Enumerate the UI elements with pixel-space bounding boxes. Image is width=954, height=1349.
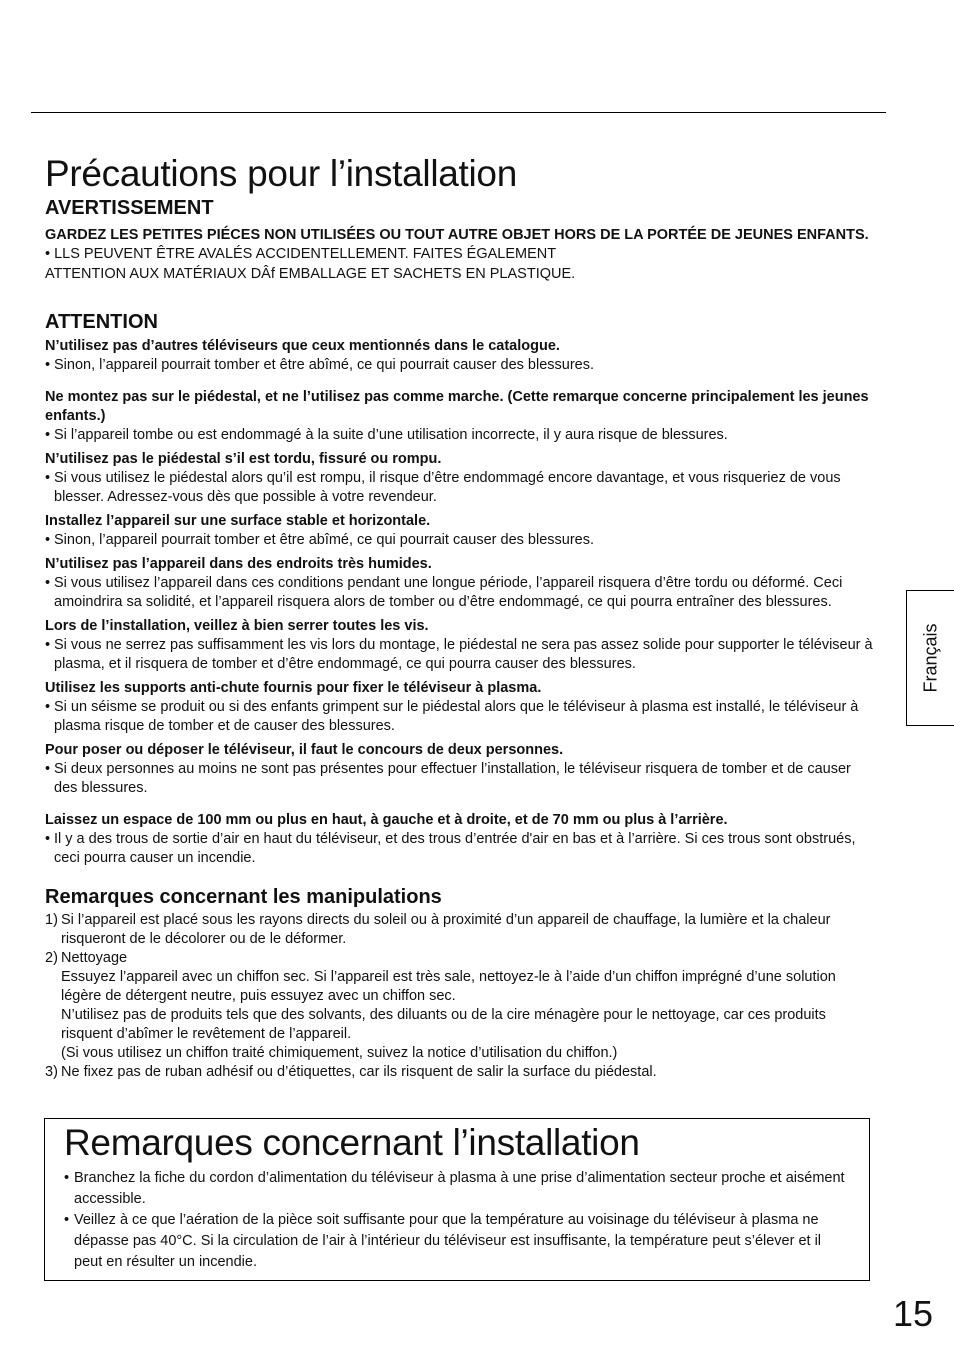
handling-item bbox=[45, 949, 875, 1063]
attention-item-title: N’utilisez pas le piédestal s’il est tordu, fissuré ou rompu. bbox=[45, 451, 442, 467]
install-notes-list bbox=[64, 1168, 849, 1273]
handling-item-line: Essuyez l’appareil avec un chiffon sec. Si l’appareil est très sale, nettoyez-le à l’aide d’un chiffon imprégné d’une solution légère de détergent neutre, puis essuyez avec un chiffon sec. bbox=[61, 969, 836, 1004]
install-note-item bbox=[64, 1168, 849, 1210]
bullet-text: Si deux personnes au moins ne sont pas présentes pour effectuer l’installation, le téléviseur risquera de tomber et de causer des blessures. bbox=[54, 761, 851, 796]
attention-heading: ATTENTION bbox=[45, 311, 158, 333]
bullet-mark: • bbox=[45, 470, 51, 486]
page-number: 15 bbox=[893, 1293, 934, 1334]
handling-item-line: Si l’appareil est placé sous les rayons directs du soleil ou à proximité d’un appareil de chauffage, la lumière et la chaleur risqueront de le décolorer ou de le déformer. bbox=[61, 912, 831, 947]
install-note-item bbox=[64, 1210, 849, 1273]
handling-item-line: Nettoyage bbox=[61, 950, 128, 966]
bullet-mark: • bbox=[45, 357, 51, 373]
attention-list bbox=[45, 337, 875, 868]
attention-item bbox=[45, 811, 875, 868]
attention-item-title: Installez l’appareil sur une surface stable et horizontale. bbox=[45, 513, 431, 529]
attention-item bbox=[45, 679, 875, 736]
bullet-text: Si vous utilisez l’appareil dans ces conditions pendant une longue période, l’appareil risquera d’être tordu ou déformé. Ceci amoindrira sa solidité, et l’appareil risquera alors de tomber ou d’être endommagé, ce qui pourra entraîner des blessures. bbox=[54, 575, 843, 610]
warning-line-1: • LLS PEUVENT ÊTRE AVALÉS ACCIDENTELLEMENT. FAITES ÉGALEMENT bbox=[45, 246, 557, 262]
attention-item-bullet bbox=[45, 356, 875, 375]
attention-item bbox=[45, 337, 875, 375]
attention-item-bullet bbox=[45, 636, 875, 674]
bullet-text: Sinon, l’appareil pourrait tomber et être abîmé, ce qui pourrait causer des blessures. bbox=[54, 357, 595, 373]
bullet-mark: • bbox=[45, 637, 51, 653]
bullet-mark: • bbox=[45, 831, 51, 847]
handling-item-text bbox=[61, 911, 875, 949]
language-label: Français bbox=[920, 623, 940, 693]
bullet-mark: • bbox=[45, 761, 51, 777]
main-content bbox=[45, 196, 875, 1082]
attention-item-title: Laissez un espace de 100 mm ou plus en haut, à gauche et à droite, et de 70 mm ou plus à l’arrière. bbox=[45, 812, 728, 828]
attention-item bbox=[45, 741, 875, 798]
handling-item-text bbox=[61, 949, 875, 1063]
handling-item bbox=[45, 911, 875, 949]
attention-item-bullet bbox=[45, 698, 875, 736]
attention-item-title: Utilisez les supports anti-chute fournis pour fixer le téléviseur à plasma. bbox=[45, 680, 542, 696]
attention-item bbox=[45, 450, 875, 507]
handling-item bbox=[45, 1063, 875, 1082]
bullet-text: Sinon, l’appareil pourrait tomber et être abîmé, ce qui pourrait causer des blessures. bbox=[54, 532, 595, 548]
attention-item-bullet bbox=[45, 760, 875, 798]
bullet-mark: • bbox=[64, 1170, 70, 1186]
handling-item-line: Ne fixez pas de ruban adhésif ou d’étiquettes, car ils risquent de salir la surface du piédestal. bbox=[61, 1064, 657, 1080]
bullet-mark: • bbox=[45, 699, 51, 715]
bullet-text: Si l’appareil tombe ou est endommagé à la suite d’une utilisation incorrecte, il y aura risque de blessures. bbox=[54, 427, 728, 443]
bullet-mark: • bbox=[45, 532, 51, 548]
bullet-mark: • bbox=[45, 575, 51, 591]
warning-heading: AVERTISSEMENT bbox=[45, 197, 214, 219]
bullet-text: Il y a des trous de sortie d’air en haut du téléviseur, et des trous d’entrée d'air en bas et à l’arrière. Si ces trous sont obstrués, ceci pourra causer un incendie. bbox=[54, 831, 856, 866]
handling-heading: Remarques concernant les manipulations bbox=[45, 886, 442, 908]
attention-item-bullet bbox=[45, 469, 875, 507]
attention-item bbox=[45, 617, 875, 674]
attention-item-bullet bbox=[45, 531, 875, 550]
handling-item-number: 2) bbox=[45, 950, 58, 966]
install-note-text: Veillez à ce que l’aération de la pièce soit suffisante pour que la température au voisinage du téléviseur à plasma ne dépasse pas 40°C. Si la circulation de l’air à l’intérieur du téléviseur est insuffisante, la température peut s’élever et il peut en résulter un incendie. bbox=[74, 1212, 822, 1270]
install-notes-box bbox=[44, 1118, 870, 1281]
attention-item-title: Lors de l’installation, veillez à bien serrer toutes les vis. bbox=[45, 618, 429, 634]
attention-item-bullet bbox=[45, 426, 875, 445]
warning-bold-text: GARDEZ LES PETITES PIÉCES NON UTILISÉES OU TOUT AUTRE OBJET HORS DE LA PORTÉE DE JEUNES ENFANTS. bbox=[45, 227, 869, 243]
attention-item-title: N’utilisez pas l’appareil dans des endroits très humides. bbox=[45, 556, 432, 572]
install-note-text: Branchez la fiche du cordon d’alimentation du téléviseur à plasma à une prise d’alimentation secteur proche et aisément accessible. bbox=[74, 1170, 845, 1207]
bullet-mark: • bbox=[45, 427, 51, 443]
handling-item-number: 1) bbox=[45, 912, 58, 928]
top-rule bbox=[31, 112, 886, 113]
attention-item-title: Ne montez pas sur le piédestal, et ne l’utilisez pas comme marche. (Cette remarque concerne principalement les jeunes enfants.) bbox=[45, 389, 869, 424]
attention-item-title: Pour poser ou déposer le téléviseur, il faut le concours de deux personnes. bbox=[45, 742, 564, 758]
handling-item-number: 3) bbox=[45, 1064, 58, 1080]
bullet-text: Si un séisme se produit ou si des enfants grimpent sur le piédestal alors que le téléviseur à plasma est installé, le téléviseur à plasma risque de tomber et de causer des blessures. bbox=[54, 699, 859, 734]
page-title: Précautions pour l’installation bbox=[45, 153, 517, 194]
attention-item bbox=[45, 512, 875, 550]
attention-item-bullet bbox=[45, 830, 875, 868]
language-tab bbox=[906, 590, 954, 726]
attention-item-title: N’utilisez pas d’autres téléviseurs que ceux mentionnés dans le catalogue. bbox=[45, 338, 560, 354]
handling-item-line: N’utilisez pas de produits tels que des solvants, des diluants ou de la cire ménagère pour le nettoyage, car ces produits risquent d’abîmer le revêtement de l’appareil. bbox=[61, 1007, 826, 1042]
handling-item-text bbox=[61, 1063, 875, 1082]
handling-item-line: (Si vous utilisez un chiffon traité chimiquement, suivez la notice d’utilisation du chiffon.) bbox=[61, 1045, 618, 1061]
attention-item-bullet bbox=[45, 574, 875, 612]
bullet-text: Si vous ne serrez pas suffisamment les vis lors du montage, le piédestal ne sera pas assez solide pour supporter le téléviseur à plasma, et il risquera de tomber et d’être endommagé, ce qui pourra causer des blessures. bbox=[54, 637, 873, 672]
attention-item bbox=[45, 388, 875, 445]
bullet-text: Si vous utilisez le piédestal alors qu’il est rompu, il risque d’être endommagé encore davantage, et vous risqueriez de vous blesser. Adressez-vous dès que possible à votre revendeur. bbox=[54, 470, 841, 505]
bullet-mark: • bbox=[64, 1212, 70, 1228]
attention-item bbox=[45, 555, 875, 612]
install-notes-title: Remarques concernant l’installation bbox=[64, 1122, 640, 1163]
warning-line-2: ATTENTION AUX MATÉRIAUX DÂf EMBALLAGE ET SACHETS EN PLASTIQUE. bbox=[45, 265, 576, 282]
handling-list bbox=[45, 911, 875, 1082]
